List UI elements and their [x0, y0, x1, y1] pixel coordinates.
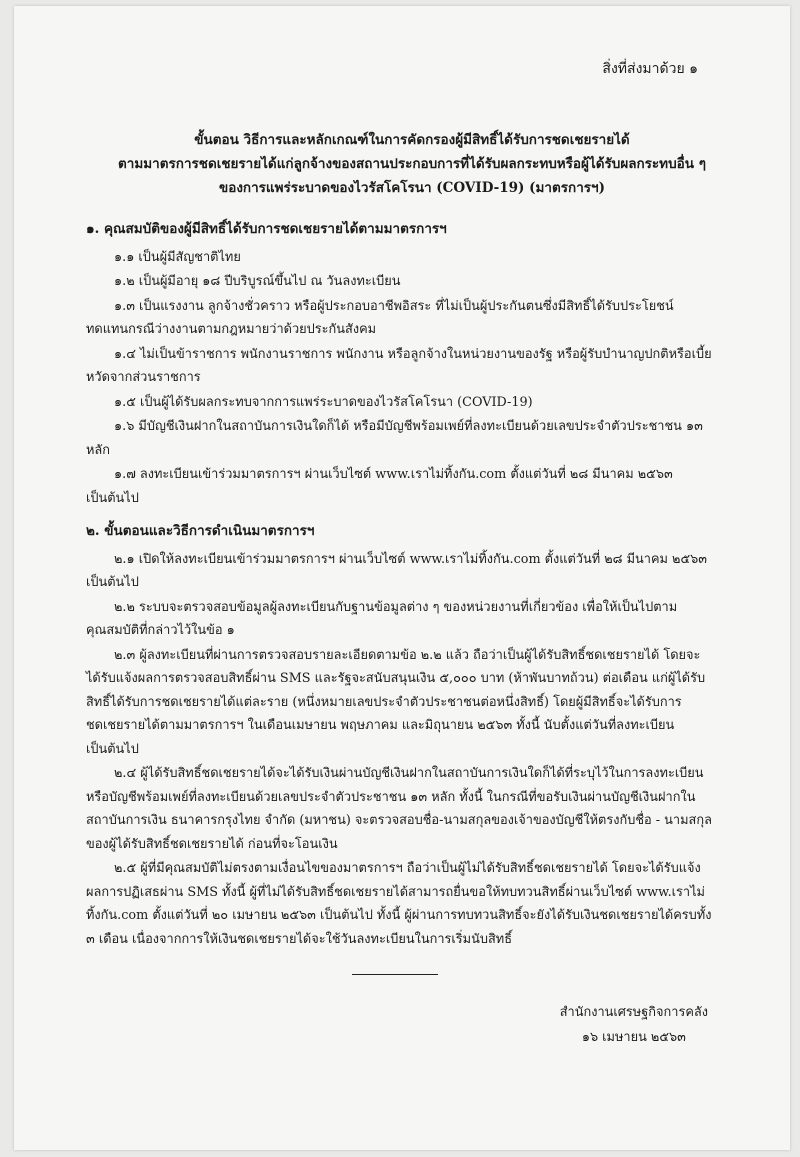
section-2-item-2: ๒.๒ ระบบจะตรวจสอบข้อมูลผู้ลงทะเบียนกับฐานข้อมูลต่าง ๆ ของหน่วยงานที่เกี่ยวข้อง เพื่อให้เป็นไปตามคุณสมบัติที่กล่าวไว้ในข้อ ๑: [86, 599, 678, 638]
title-line-3: ของการแพร่ระบาดของไวรัสโคโรนา (COVID-19) (มาตรการฯ): [218, 180, 606, 196]
document-page: [14, 6, 790, 1150]
section-1-item-6: ๑.๖ มีบัญชีเงินฝากในสถาบันการเงินใดก็ได้ หรือมีบัญชีพร้อมเพย์ที่ลงทะเบียนด้วยเลขประจำตัวประชาชน ๑๓ หลัก: [86, 419, 703, 458]
signature-divider: [352, 974, 438, 975]
document-title: [74, 128, 750, 200]
document-body: [86, 218, 712, 952]
section-1-item-1: ๑.๑ เป็นผู้มีสัญชาติไทย: [114, 249, 241, 265]
section-2-heading: ๒. ขั้นตอนและวิธีการดำเนินมาตรการฯ: [86, 523, 315, 539]
section-1-heading: ๑. คุณสมบัติของผู้มีสิทธิ์ได้รับการชดเชยรายได้ตามมาตรการฯ: [86, 221, 447, 237]
section-2-item-4: ๒.๔ ผู้ได้รับสิทธิ์ชดเชยรายได้จะได้รับเงินผ่านบัญชีเงินฝากในสถาบันการเงินใดก็ได้ที่ระบุไว้ในการลงทะเบียน หรือบัญชีพร้อมเพย์ที่ลงทะเบียนด้วยเลขประจำตัวประชาชน ๑๓ หลัก ทั้งนี้ ในกรณีที่ขอรับเงินผ่านบัญชีเงินฝากในสถาบันการเงิน ธนาคารกรุงไทย จำกัด (มหาชน) จะตรวจสอบชื่อ-นามสกุลของเจ้าของบัญชีให้ตรงกับชื่อ - นามสกุลของผู้ได้รับสิทธิ์ชดเชยรายได้ ก่อนที่จะโอนเงิน: [86, 766, 712, 852]
section-1-item-7: ๑.๗ ลงทะเบียนเข้าร่วมมาตรการฯ ผ่านเว็บไซต์ www.เราไม่ทิ้งกัน.com ตั้งแต่วันที่ ๒๘ มีนาคม ๒๕๖๓ เป็นต้นไป: [86, 467, 673, 506]
section-2-item-1: ๒.๑ เปิดให้ลงทะเบียนเข้าร่วมมาตรการฯ ผ่านเว็บไซต์ www.เราไม่ทิ้งกัน.com ตั้งแต่วันที่ ๒๘ มีนาคม ๒๕๖๓ เป็นต้นไป: [86, 551, 707, 590]
title-line-2: ตามมาตรการชดเชยรายได้แก่ลูกจ้างของสถานประกอบการที่ได้รับผลกระทบหรือผู้ได้รับผลกระทบอื่น ๆ: [118, 156, 706, 172]
section-1-item-2: ๑.๒ เป็นผู้มีอายุ ๑๘ ปีบริบูรณ์ขึ้นไป ณ วันลงทะเบียน: [114, 274, 401, 289]
issuing-office: สำนักงานเศรษฐกิจการคลัง: [559, 1005, 708, 1020]
section-1-item-3: ๑.๓ เป็นแรงงาน ลูกจ้างชั่วคราว หรือผู้ประกอบอาชีพอิสระ ที่ไม่เป็นผู้ประกันตนซึ่งมีสิทธิ์ได้รับประโยชน์ทดแทนกรณีว่างงานตามกฎหมายว่าด้วยประกันสังคม: [86, 298, 674, 337]
section-1-item-5: ๑.๕ เป็นผู้ได้รับผลกระทบจากการแพร่ระบาดของไวรัสโคโรนา (COVID-19): [114, 394, 533, 410]
section-1-item-4: ๑.๔ ไม่เป็นข้าราชการ พนักงานราชการ พนักงาน หรือลูกจ้างในหน่วยงานของรัฐ หรือผู้รับบำนาญปกติหรือเบี้ยหวัดจากส่วนราชการ: [86, 346, 712, 385]
attachment-label: สิ่งที่ส่งมาด้วย ๑: [602, 61, 698, 77]
signature-block: [560, 1000, 708, 1050]
issue-date: ๑๖ เมษายน ๒๕๖๓: [581, 1030, 686, 1045]
title-line-1: ขั้นตอน วิธีการและหลักเกณฑ์ในการคัดกรองผู้มีสิทธิ์ได้รับการชดเชยรายได้: [194, 132, 630, 148]
section-2-item-5: ๒.๕ ผู้ที่มีคุณสมบัติไม่ตรงตามเงื่อนไขของมาตรการฯ ถือว่าเป็นผู้ไม่ได้รับสิทธิ์ชดเชยรายได้ โดยจะได้รับแจ้งผลการปฏิเสธผ่าน SMS ทั้งนี้ ผู้ที่ไม่ได้รับสิทธิ์ชดเชยรายได้สามารถยื่นขอให้ทบทวนสิทธิ์ผ่านเว็บไซต์ www.เราไม่ทิ้งกัน.com ตั้งแต่วันที่ ๒๐ เมษายน ๒๕๖๓ เป็นต้นไป ทั้งนี้ ผู้ผ่านการทบทวนสิทธิ์จะยังได้รับเงินชดเชยรายได้ครบทั้ง ๓ เดือน เนื่องจากการให้เงินชดเชยรายได้จะใช้วันลงทะเบียนในการเริ่มนับสิทธิ์: [86, 861, 712, 947]
section-2-item-3: ๒.๓ ผู้ลงทะเบียนที่ผ่านการตรวจสอบรายละเอียดตามข้อ ๒.๒ แล้ว ถือว่าเป็นผู้ได้รับสิทธิ์ชดเชยรายได้ โดยจะได้รับแจ้งผลการตรวจสอบสิทธิ์ผ่าน SMS และรัฐจะสนับสนุนเงิน ๕,๐๐๐ บาท (ห้าพันบาทถ้วน) ต่อเดือน แก่ผู้ได้รับสิทธิ์ได้รับการชดเชยรายได้แต่ละราย (หนึ่งหมายเลขประจำตัวประชาชนต่อหนึ่งสิทธิ์) โดยผู้มีสิทธิ์จะได้รับการชดเชยรายได้ตามมาตรการฯ ในเดือนเมษายน พฤษภาคม และมิถุนายน ๒๕๖๓ ทั้งนี้ นับตั้งแต่วันที่ลงทะเบียนเป็นต้นไป: [86, 647, 706, 757]
